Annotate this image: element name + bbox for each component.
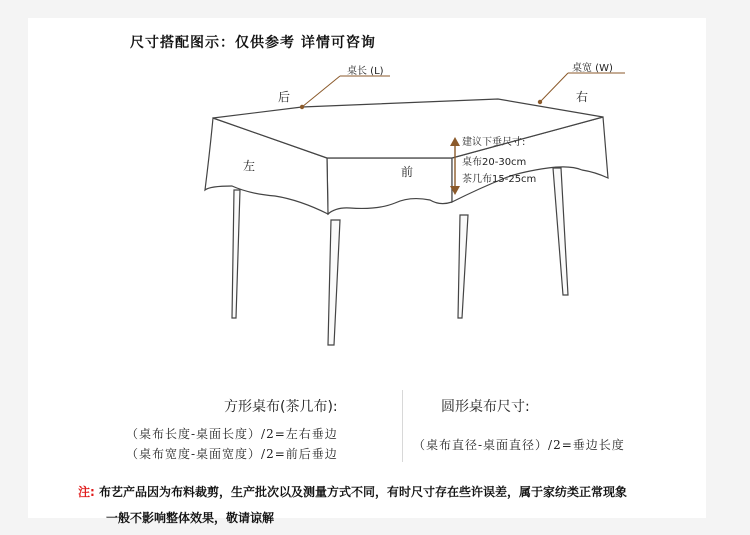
drop-title: 建议下垂尺寸: [462,137,526,148]
side-front-label: 前 [401,165,414,179]
length-pointer [302,76,340,107]
side-left-label: 左 [243,159,256,173]
leg-left [232,190,240,318]
square-formula-1: （桌布长度-桌面长度）/2=左右垂边 [126,427,338,441]
note-text-1: 布艺产品因为布料裁剪，生产批次以及测量方式不同，有时尺寸存在些许误差，属于家纺类正常现象 [99,485,628,499]
square-formula-2: （桌布宽度-桌面宽度）/2=前后垂边 [126,447,338,461]
cloth-front-drape [327,158,452,214]
width-pointer [540,73,568,102]
note-line-2: 一般不影响整体效果，敬请谅解 [106,511,275,525]
square-heading: 方形桌布(茶几布): [224,399,338,415]
leg-front [328,220,340,345]
round-formula: （桌布直径-桌面直径）/2=垂边长度 [413,438,625,452]
side-back-label: 后 [278,90,291,104]
drop-coffee-table: 茶几布15-25cm [462,174,537,185]
section-divider [402,390,403,462]
length-label: 桌长 (L) [347,66,384,77]
round-heading: 圆形桌布尺寸: [441,399,530,415]
note-prefix: 注: [78,485,95,499]
note-line-1 [78,483,627,500]
leg-right-back [553,168,568,295]
drop-tablecloth: 桌布20-30cm [462,157,527,168]
leg-right-front [458,215,468,318]
side-right-label: 右 [576,90,589,104]
page-title: 尺寸搭配图示：仅供参考 详情可咨询 [130,35,376,51]
width-label: 桌宽 (W) [572,63,613,74]
